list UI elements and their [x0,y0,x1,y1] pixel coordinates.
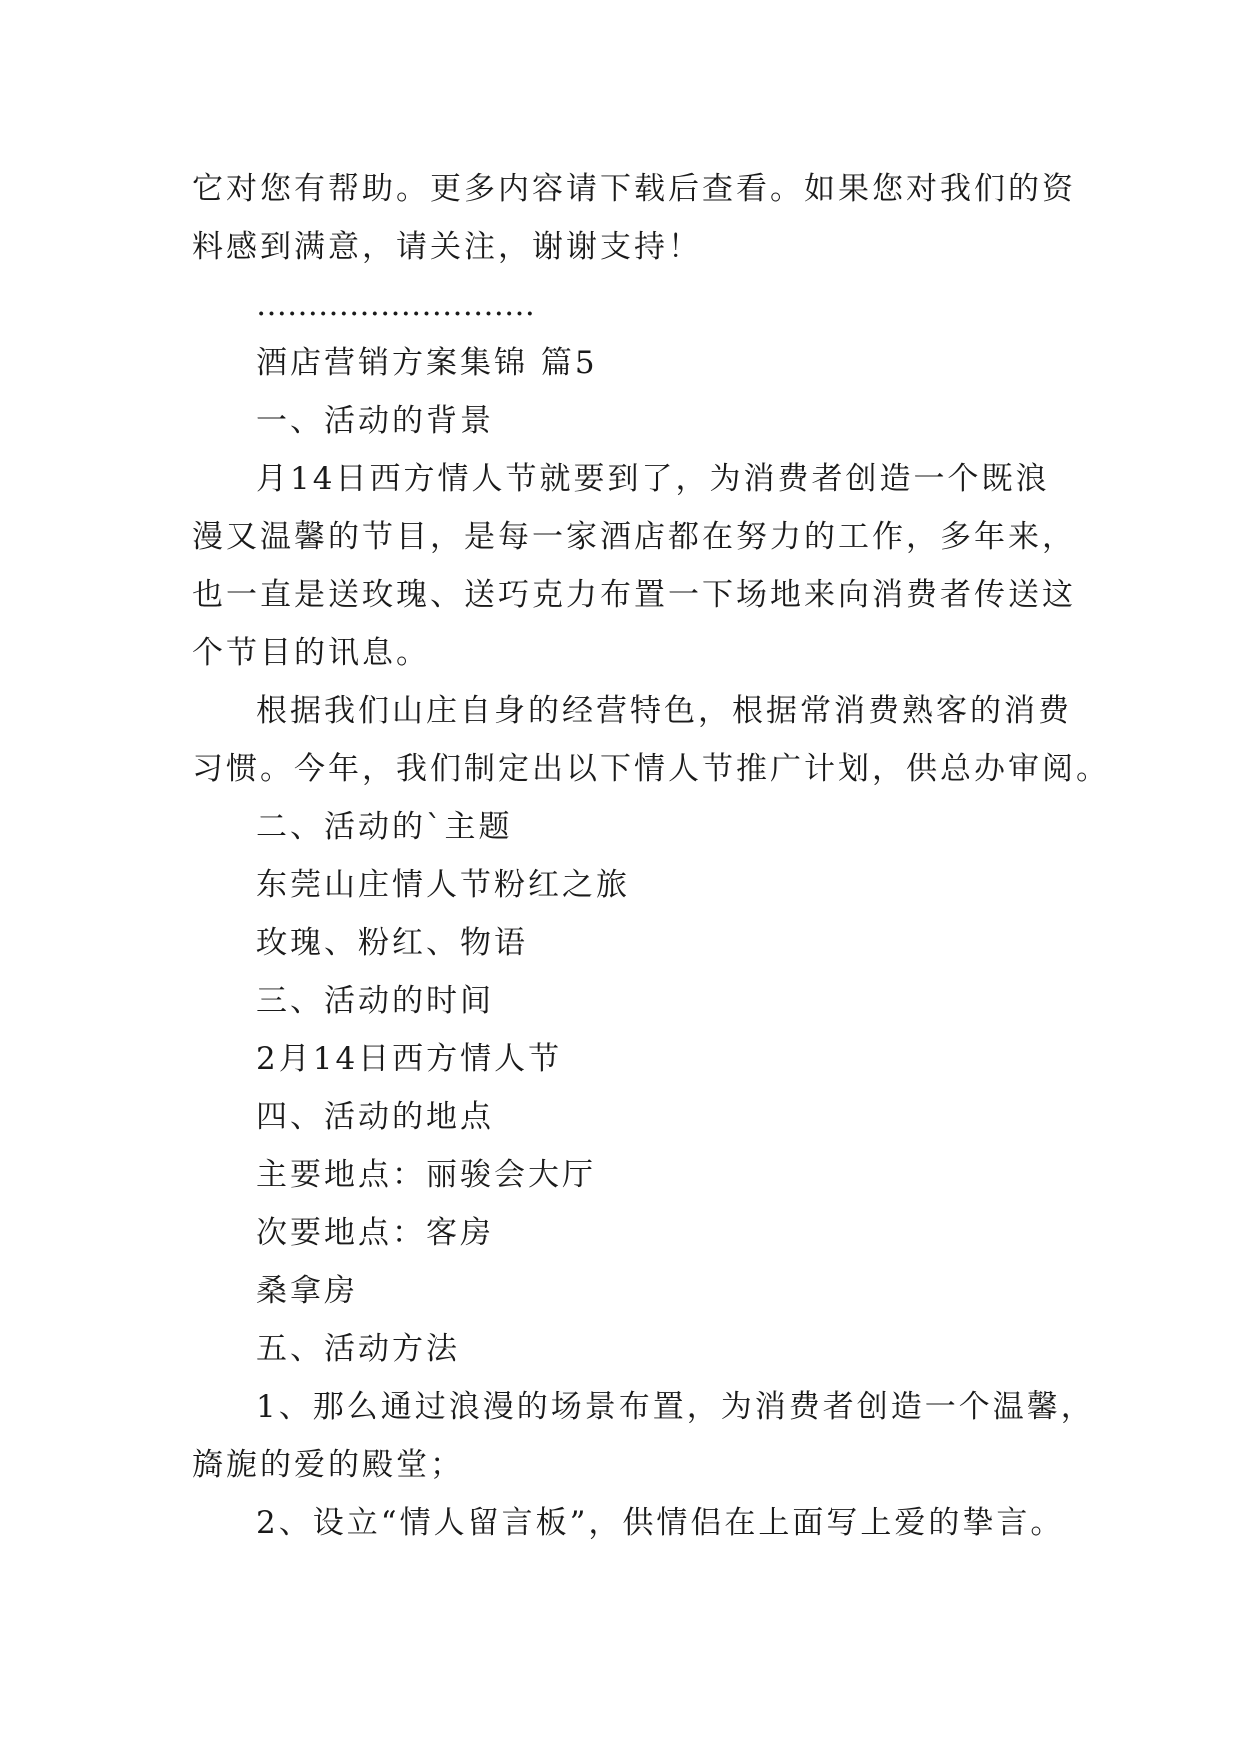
section-title: 酒店营销方案集锦 篇5 [256,345,598,381]
paragraph-line: 习惯。今年，我们制定出以下情人节推广计划，供总办审阅。 [192,751,1110,787]
paragraph-line: 月14日西方情人节就要到了，为消费者创造一个既浪 [256,461,1050,497]
heading-background: 一、活动的背景 [256,403,494,439]
paragraph-line: 玫瑰、粉红、物语 [256,925,528,961]
paragraph-line: 次要地点：客房 [256,1215,494,1251]
separator-dots: ……………………… [256,287,535,323]
paragraph-line: 根据我们山庄自身的经营特色，根据常消费熟客的消费 [256,693,1072,729]
paragraph-line: 桑拿房 [256,1273,358,1309]
paragraph-line: 2月14日西方情人节 [256,1041,563,1077]
paragraph-line: 东莞山庄情人节粉红之旅 [256,867,630,903]
paragraph-line: 它对您有帮助。更多内容请下载后查看。如果您对我们的资 [192,171,1076,207]
paragraph-line: 漫又温馨的节目，是每一家酒店都在努力的工作，多年来， [192,519,1076,555]
paragraph-line: 1、那么通过浪漫的场景布置，为消费者创造一个温馨， [256,1389,1095,1425]
heading-theme: 二、活动的`主题 [256,809,513,845]
paragraph-line: 旖旎的爱的殿堂； [192,1447,464,1483]
paragraph-line: 料感到满意，请关注，谢谢支持！ [192,229,702,265]
paragraph-line: 个节目的讯息。 [192,635,430,671]
document-body [192,160,1110,1552]
heading-location: 四、活动的地点 [256,1099,494,1135]
heading-time: 三、活动的时间 [256,983,494,1019]
paragraph-line: 2、设立“情人留言板”，供情侣在上面写上爱的挚言。 [256,1505,1065,1541]
paragraph-line: 也一直是送玫瑰、送巧克力布置一下场地来向消费者传送这 [192,577,1076,613]
heading-method: 五、活动方法 [256,1331,460,1367]
paragraph-line: 主要地点：丽骏会大厅 [256,1157,596,1193]
